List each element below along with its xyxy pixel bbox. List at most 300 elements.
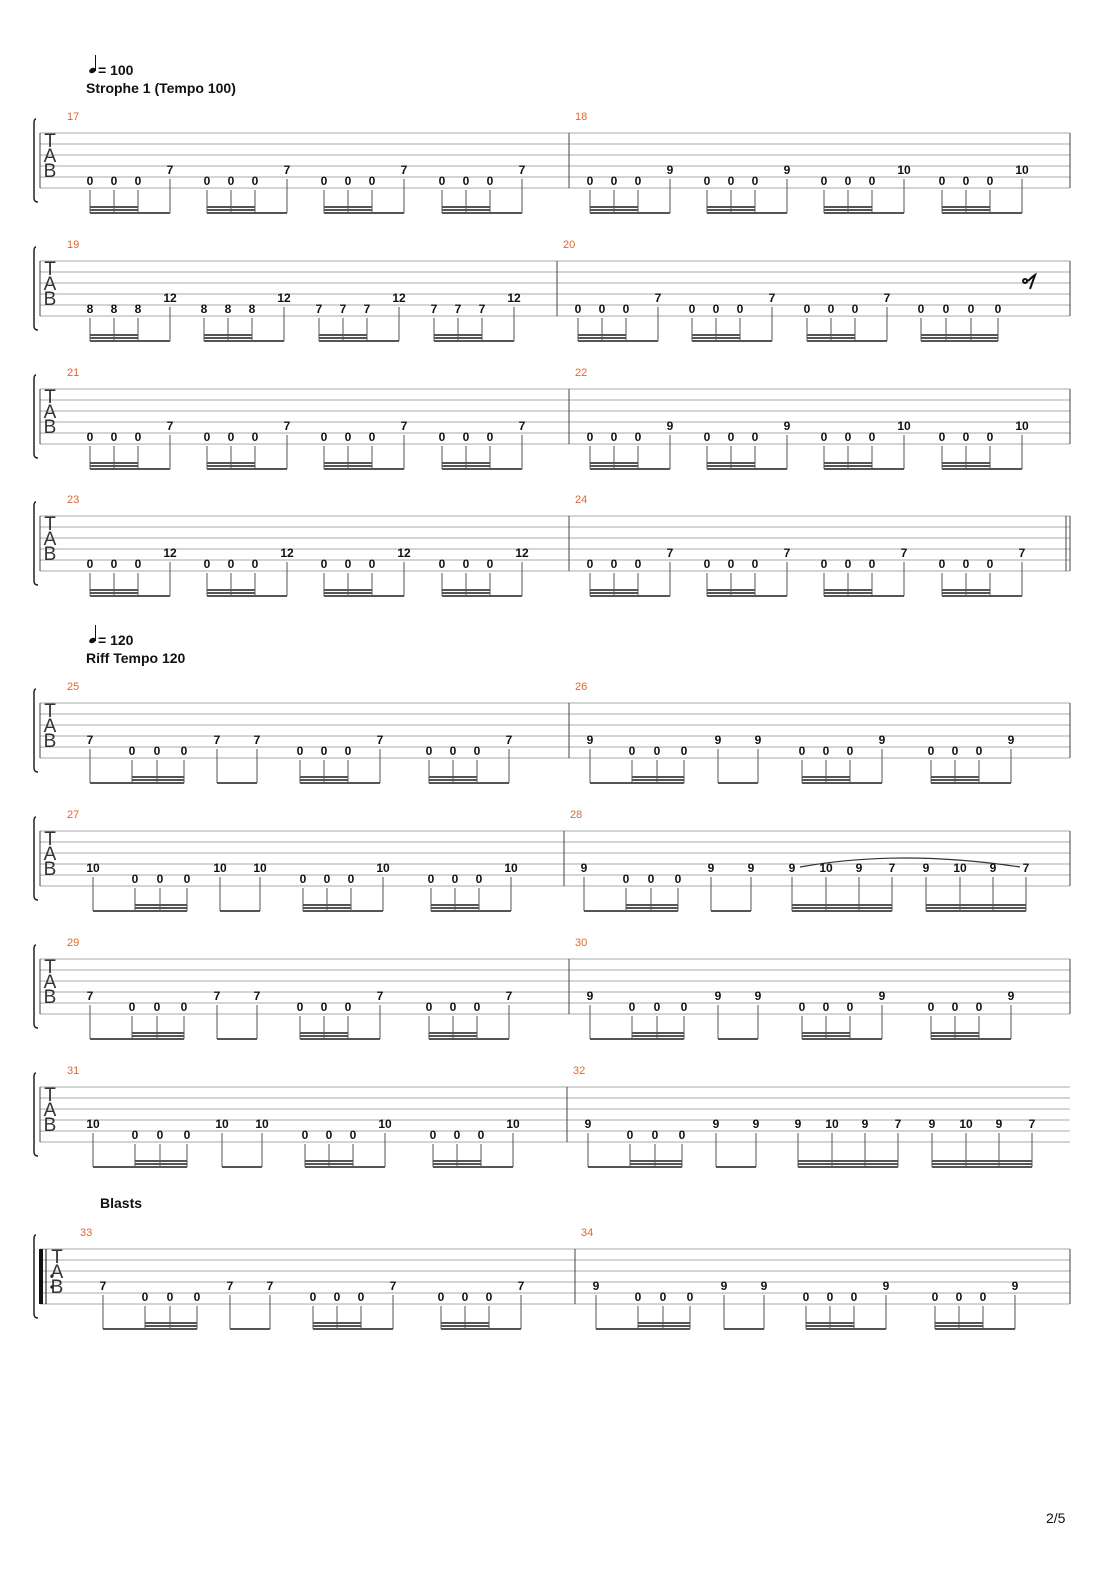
fret-number: 9 bbox=[592, 1279, 600, 1293]
fret-number: 0 bbox=[844, 174, 852, 188]
measure-number: 24 bbox=[575, 494, 588, 506]
fret-number: 7 bbox=[226, 1279, 234, 1293]
fret-number: 7 bbox=[900, 546, 908, 560]
tempo-value: = 120 bbox=[98, 632, 134, 648]
tab-clef-letter: B bbox=[43, 417, 57, 438]
fret-number: 7 bbox=[213, 989, 221, 1003]
fret-number: 12 bbox=[280, 546, 294, 560]
fret-number: 0 bbox=[203, 557, 211, 571]
fret-number: 7 bbox=[478, 302, 486, 316]
fret-number: 0 bbox=[128, 744, 136, 758]
fret-number: 0 bbox=[180, 744, 188, 758]
fret-number: 7 bbox=[400, 163, 408, 177]
measure-number: 34 bbox=[581, 1227, 594, 1239]
tab-clef-letter: B bbox=[50, 1277, 64, 1298]
fret-number: 7 bbox=[783, 546, 791, 560]
fret-number: 0 bbox=[688, 302, 696, 316]
fret-number: 0 bbox=[320, 557, 328, 571]
fret-number: 10 bbox=[953, 861, 967, 875]
fret-number: 10 bbox=[959, 1117, 973, 1131]
fret-number: 7 bbox=[86, 989, 94, 1003]
fret-number: 0 bbox=[703, 557, 711, 571]
fret-number: 0 bbox=[156, 872, 164, 886]
tab-clef-letter: A bbox=[43, 274, 57, 295]
fret-number: 0 bbox=[368, 430, 376, 444]
fret-number: 0 bbox=[917, 302, 925, 316]
eighth-rest-icon bbox=[1023, 275, 1035, 289]
measure-number: 28 bbox=[570, 809, 583, 821]
tab-clef-letter: T bbox=[44, 259, 56, 280]
measure-number: 29 bbox=[67, 937, 80, 949]
fret-number: 0 bbox=[251, 430, 259, 444]
fret-number: 0 bbox=[438, 174, 446, 188]
fret-number: 0 bbox=[844, 557, 852, 571]
tab-clef-letter: A bbox=[43, 972, 57, 993]
fret-number: 9 bbox=[714, 733, 722, 747]
fret-number: 0 bbox=[323, 872, 331, 886]
fret-number: 0 bbox=[462, 557, 470, 571]
fret-number: 0 bbox=[962, 430, 970, 444]
fret-number: 9 bbox=[586, 989, 594, 1003]
measure-number: 19 bbox=[67, 239, 80, 251]
tab-system bbox=[34, 247, 1070, 341]
system-brace bbox=[34, 1235, 38, 1318]
fret-number: 7 bbox=[654, 291, 662, 305]
fret-number: 0 bbox=[462, 430, 470, 444]
fret-number: 9 bbox=[714, 989, 722, 1003]
fret-number: 9 bbox=[754, 733, 762, 747]
fret-number: 0 bbox=[822, 744, 830, 758]
fret-number: 0 bbox=[227, 557, 235, 571]
fret-number: 0 bbox=[309, 1290, 317, 1304]
fret-number: 7 bbox=[283, 163, 291, 177]
fret-number: 0 bbox=[653, 1000, 661, 1014]
fret-number: 0 bbox=[153, 1000, 161, 1014]
fret-number: 7 bbox=[363, 302, 371, 316]
fret-number: 0 bbox=[429, 1128, 437, 1142]
fret-number: 12 bbox=[277, 291, 291, 305]
measure-number: 20 bbox=[563, 239, 576, 251]
fret-number: 9 bbox=[855, 861, 863, 875]
section-title-1: Strophe 1 (Tempo 100) bbox=[86, 80, 236, 96]
fret-number: 0 bbox=[86, 557, 94, 571]
fret-number: 0 bbox=[678, 1128, 686, 1142]
fret-number: 0 bbox=[344, 744, 352, 758]
fret-number: 9 bbox=[995, 1117, 1003, 1131]
fret-number: 12 bbox=[392, 291, 406, 305]
fret-number: 0 bbox=[994, 302, 1002, 316]
fret-number: 7 bbox=[768, 291, 776, 305]
fret-number: 0 bbox=[449, 744, 457, 758]
fret-number: 7 bbox=[666, 546, 674, 560]
fret-number: 0 bbox=[653, 744, 661, 758]
fret-number: 7 bbox=[1018, 546, 1026, 560]
fret-number: 8 bbox=[200, 302, 208, 316]
page-number: 2/5 bbox=[1046, 1510, 1066, 1526]
tab-clef-letter: T bbox=[44, 1085, 56, 1106]
fret-number: 0 bbox=[368, 174, 376, 188]
fret-number: 0 bbox=[166, 1290, 174, 1304]
measure-number: 30 bbox=[575, 937, 588, 949]
fret-number: 0 bbox=[868, 430, 876, 444]
tab-clef-letter: B bbox=[43, 859, 57, 880]
fret-number: 0 bbox=[586, 557, 594, 571]
fret-number: 9 bbox=[754, 989, 762, 1003]
fret-number: 0 bbox=[574, 302, 582, 316]
fret-number: 0 bbox=[183, 872, 191, 886]
system-brace bbox=[34, 502, 38, 585]
tab-clef-letter: A bbox=[50, 1262, 64, 1283]
fret-number: 0 bbox=[427, 872, 435, 886]
fret-number: 0 bbox=[931, 1290, 939, 1304]
fret-number: 0 bbox=[686, 1290, 694, 1304]
fret-number: 7 bbox=[315, 302, 323, 316]
fret-number: 0 bbox=[134, 557, 142, 571]
fret-number: 7 bbox=[166, 163, 174, 177]
fret-number: 0 bbox=[610, 430, 618, 444]
fret-number: 0 bbox=[134, 430, 142, 444]
fret-number: 0 bbox=[844, 430, 852, 444]
fret-number: 0 bbox=[938, 557, 946, 571]
fret-number: 0 bbox=[344, 174, 352, 188]
fret-number: 9 bbox=[707, 861, 715, 875]
fret-number: 7 bbox=[517, 1279, 525, 1293]
measure-number: 25 bbox=[67, 681, 80, 693]
tab-clef-letter: B bbox=[43, 544, 57, 565]
fret-number: 0 bbox=[703, 174, 711, 188]
fret-number: 0 bbox=[610, 557, 618, 571]
tempo-value: = 100 bbox=[98, 62, 134, 78]
system-brace bbox=[34, 689, 38, 772]
fret-number: 0 bbox=[967, 302, 975, 316]
fret-number: 0 bbox=[357, 1290, 365, 1304]
fret-number: 0 bbox=[751, 174, 759, 188]
fret-number: 7 bbox=[339, 302, 347, 316]
fret-number: 0 bbox=[296, 1000, 304, 1014]
tab-clef-letter: A bbox=[43, 402, 57, 423]
fret-number: 10 bbox=[825, 1117, 839, 1131]
fret-number: 0 bbox=[850, 1290, 858, 1304]
fret-number: 0 bbox=[368, 557, 376, 571]
tab-clef-letter: B bbox=[43, 289, 57, 310]
fret-number: 9 bbox=[666, 163, 674, 177]
fret-number: 0 bbox=[320, 1000, 328, 1014]
tab-clef-letter: T bbox=[44, 387, 56, 408]
fret-number: 0 bbox=[227, 430, 235, 444]
slur bbox=[800, 858, 1020, 867]
fret-number: 0 bbox=[851, 302, 859, 316]
fret-number: 0 bbox=[622, 872, 630, 886]
fret-number: 7 bbox=[213, 733, 221, 747]
fret-number: 0 bbox=[938, 430, 946, 444]
fret-number: 7 bbox=[389, 1279, 397, 1293]
fret-number: 0 bbox=[183, 1128, 191, 1142]
fret-number: 9 bbox=[794, 1117, 802, 1131]
fret-number: 10 bbox=[376, 861, 390, 875]
fret-number: 10 bbox=[897, 419, 911, 433]
tab-clef-letter: A bbox=[43, 844, 57, 865]
fret-number: 0 bbox=[438, 430, 446, 444]
fret-number: 10 bbox=[213, 861, 227, 875]
tab-system bbox=[34, 817, 1070, 911]
measure-number: 21 bbox=[67, 367, 80, 379]
tab-system bbox=[34, 502, 1070, 596]
fret-number: 9 bbox=[878, 989, 886, 1003]
fret-number: 0 bbox=[986, 174, 994, 188]
fret-number: 9 bbox=[760, 1279, 768, 1293]
fret-number: 0 bbox=[846, 1000, 854, 1014]
system-brace bbox=[34, 817, 38, 900]
fret-number: 0 bbox=[868, 174, 876, 188]
fret-number: 0 bbox=[86, 430, 94, 444]
fret-number: 0 bbox=[320, 430, 328, 444]
fret-number: 0 bbox=[110, 430, 118, 444]
fret-number: 7 bbox=[86, 733, 94, 747]
fret-number: 7 bbox=[253, 989, 261, 1003]
fret-number: 10 bbox=[897, 163, 911, 177]
fret-number: 0 bbox=[477, 1128, 485, 1142]
section-title-3: Blasts bbox=[100, 1195, 143, 1211]
fret-number: 10 bbox=[253, 861, 267, 875]
fret-number: 10 bbox=[86, 1117, 100, 1131]
tab-clef-letter: A bbox=[43, 716, 57, 737]
fret-number: 9 bbox=[586, 733, 594, 747]
fret-number: 0 bbox=[727, 430, 735, 444]
fret-number: 0 bbox=[344, 557, 352, 571]
fret-number: 0 bbox=[301, 1128, 309, 1142]
tab-system bbox=[34, 945, 1070, 1039]
fret-number: 0 bbox=[486, 430, 494, 444]
fret-number: 12 bbox=[397, 546, 411, 560]
fret-number: 0 bbox=[227, 174, 235, 188]
system-brace bbox=[34, 247, 38, 330]
measure-number: 17 bbox=[67, 111, 80, 123]
fret-number: 0 bbox=[820, 557, 828, 571]
system-brace bbox=[34, 945, 38, 1028]
fret-number: 7 bbox=[376, 733, 384, 747]
fret-number: 0 bbox=[344, 430, 352, 444]
fret-number: 0 bbox=[203, 430, 211, 444]
fret-number: 0 bbox=[110, 174, 118, 188]
measure-number: 27 bbox=[67, 809, 80, 821]
fret-number: 9 bbox=[783, 163, 791, 177]
fret-number: 0 bbox=[803, 302, 811, 316]
tab-system bbox=[34, 689, 1070, 783]
fret-number: 7 bbox=[888, 861, 896, 875]
fret-number: 0 bbox=[110, 557, 118, 571]
fret-number: 7 bbox=[454, 302, 462, 316]
fret-number: 9 bbox=[752, 1117, 760, 1131]
fret-number: 10 bbox=[1015, 163, 1029, 177]
fret-number: 9 bbox=[783, 419, 791, 433]
fret-number: 9 bbox=[712, 1117, 720, 1131]
tab-clef-letter: T bbox=[51, 1247, 63, 1268]
tab-system bbox=[34, 119, 1070, 213]
fret-number: 0 bbox=[822, 1000, 830, 1014]
fret-number: 0 bbox=[927, 744, 935, 758]
section-title-2: Riff Tempo 120 bbox=[86, 650, 186, 666]
fret-number: 0 bbox=[134, 174, 142, 188]
fret-number: 0 bbox=[475, 872, 483, 886]
fret-number: 7 bbox=[518, 163, 526, 177]
fret-number: 0 bbox=[473, 1000, 481, 1014]
fret-number: 7 bbox=[1022, 861, 1030, 875]
fret-number: 0 bbox=[751, 557, 759, 571]
fret-number: 0 bbox=[942, 302, 950, 316]
fret-number: 0 bbox=[736, 302, 744, 316]
measure-number: 18 bbox=[575, 111, 588, 123]
fret-number: 0 bbox=[659, 1290, 667, 1304]
fret-number: 0 bbox=[986, 430, 994, 444]
fret-number: 7 bbox=[266, 1279, 274, 1293]
fret-number: 0 bbox=[131, 1128, 139, 1142]
fret-number: 0 bbox=[826, 1290, 834, 1304]
fret-number: 0 bbox=[827, 302, 835, 316]
measure-number: 33 bbox=[80, 1227, 93, 1239]
fret-number: 7 bbox=[376, 989, 384, 1003]
fret-number: 9 bbox=[878, 733, 886, 747]
fret-number: 8 bbox=[110, 302, 118, 316]
fret-number: 0 bbox=[628, 1000, 636, 1014]
fret-number: 0 bbox=[156, 1128, 164, 1142]
fret-number: 0 bbox=[425, 744, 433, 758]
fret-number: 9 bbox=[1007, 989, 1015, 1003]
fret-number: 0 bbox=[251, 557, 259, 571]
tab-clef-letter: T bbox=[44, 957, 56, 978]
measure-number: 26 bbox=[575, 681, 588, 693]
system-brace bbox=[34, 375, 38, 458]
fret-number: 10 bbox=[378, 1117, 392, 1131]
system-brace bbox=[34, 1073, 38, 1156]
fret-number: 9 bbox=[922, 861, 930, 875]
fret-number: 9 bbox=[1007, 733, 1015, 747]
fret-number: 0 bbox=[251, 174, 259, 188]
tab-clef-letter: B bbox=[43, 161, 57, 182]
fret-number: 9 bbox=[1011, 1279, 1019, 1293]
tab-clef-letter: T bbox=[44, 131, 56, 152]
fret-number: 0 bbox=[986, 557, 994, 571]
measure-number: 22 bbox=[575, 367, 588, 379]
tab-clef-letter: B bbox=[43, 987, 57, 1008]
fret-number: 7 bbox=[253, 733, 261, 747]
tab-system bbox=[34, 1235, 1070, 1329]
tab-clef-letter: T bbox=[44, 701, 56, 722]
fret-number: 0 bbox=[820, 430, 828, 444]
fret-number: 0 bbox=[320, 744, 328, 758]
fret-number: 10 bbox=[506, 1117, 520, 1131]
fret-number: 0 bbox=[153, 744, 161, 758]
fret-number: 0 bbox=[727, 557, 735, 571]
fret-number: 0 bbox=[962, 174, 970, 188]
tab-clef-letter: T bbox=[44, 514, 56, 535]
fret-number: 12 bbox=[163, 291, 177, 305]
fret-number: 8 bbox=[224, 302, 232, 316]
fret-number: 0 bbox=[437, 1290, 445, 1304]
fret-number: 10 bbox=[255, 1117, 269, 1131]
fret-number: 12 bbox=[163, 546, 177, 560]
fret-number: 0 bbox=[868, 557, 876, 571]
fret-number: 0 bbox=[626, 1128, 634, 1142]
fret-number: 8 bbox=[134, 302, 142, 316]
fret-number: 7 bbox=[894, 1117, 902, 1131]
fret-number: 0 bbox=[610, 174, 618, 188]
fret-number: 9 bbox=[720, 1279, 728, 1293]
fret-number: 12 bbox=[507, 291, 521, 305]
fret-number: 0 bbox=[951, 744, 959, 758]
fret-number: 0 bbox=[628, 744, 636, 758]
fret-number: 7 bbox=[1028, 1117, 1036, 1131]
fret-number: 7 bbox=[430, 302, 438, 316]
fret-number: 0 bbox=[927, 1000, 935, 1014]
fret-number: 0 bbox=[449, 1000, 457, 1014]
fret-number: 0 bbox=[651, 1128, 659, 1142]
fret-number: 0 bbox=[634, 557, 642, 571]
fret-number: 0 bbox=[203, 174, 211, 188]
fret-number: 0 bbox=[349, 1128, 357, 1142]
fret-number: 0 bbox=[128, 1000, 136, 1014]
fret-number: 0 bbox=[680, 1000, 688, 1014]
measure-number: 31 bbox=[67, 1065, 80, 1077]
fret-number: 8 bbox=[86, 302, 94, 316]
fret-number: 10 bbox=[215, 1117, 229, 1131]
fret-number: 0 bbox=[951, 1000, 959, 1014]
fret-number: 0 bbox=[674, 872, 682, 886]
fret-number: 7 bbox=[283, 419, 291, 433]
fret-number: 10 bbox=[819, 861, 833, 875]
fret-number: 0 bbox=[979, 1290, 987, 1304]
fret-number: 0 bbox=[141, 1290, 149, 1304]
fret-number: 0 bbox=[751, 430, 759, 444]
fret-number: 0 bbox=[798, 744, 806, 758]
fret-number: 9 bbox=[580, 861, 588, 875]
fret-number: 0 bbox=[86, 174, 94, 188]
fret-number: 0 bbox=[634, 1290, 642, 1304]
fret-number: 0 bbox=[299, 872, 307, 886]
fret-number: 0 bbox=[486, 174, 494, 188]
fret-number: 0 bbox=[344, 1000, 352, 1014]
fret-number: 0 bbox=[347, 872, 355, 886]
fret-number: 7 bbox=[518, 419, 526, 433]
fret-number: 0 bbox=[798, 1000, 806, 1014]
tab-clef-letter: A bbox=[43, 1100, 57, 1121]
fret-number: 0 bbox=[634, 174, 642, 188]
fret-number: 0 bbox=[975, 1000, 983, 1014]
fret-number: 0 bbox=[955, 1290, 963, 1304]
fret-number: 0 bbox=[703, 430, 711, 444]
tab-clef-letter: A bbox=[43, 529, 57, 550]
measure-number: 32 bbox=[573, 1065, 586, 1077]
tab-clef-letter: T bbox=[44, 829, 56, 850]
fret-number: 0 bbox=[712, 302, 720, 316]
fret-number: 0 bbox=[962, 557, 970, 571]
fret-number: 7 bbox=[166, 419, 174, 433]
tab-clef-letter: B bbox=[43, 731, 57, 752]
fret-number: 7 bbox=[505, 733, 513, 747]
fret-number: 0 bbox=[453, 1128, 461, 1142]
fret-number: 9 bbox=[747, 861, 755, 875]
fret-number: 9 bbox=[584, 1117, 592, 1131]
tab-clef-letter: A bbox=[43, 146, 57, 167]
fret-number: 0 bbox=[325, 1128, 333, 1142]
fret-number: 0 bbox=[333, 1290, 341, 1304]
measure-number: 23 bbox=[67, 494, 80, 506]
fret-number: 0 bbox=[462, 174, 470, 188]
fret-number: 9 bbox=[666, 419, 674, 433]
fret-number: 0 bbox=[938, 174, 946, 188]
fret-number: 0 bbox=[451, 872, 459, 886]
fret-number: 9 bbox=[882, 1279, 890, 1293]
fret-number: 0 bbox=[634, 430, 642, 444]
